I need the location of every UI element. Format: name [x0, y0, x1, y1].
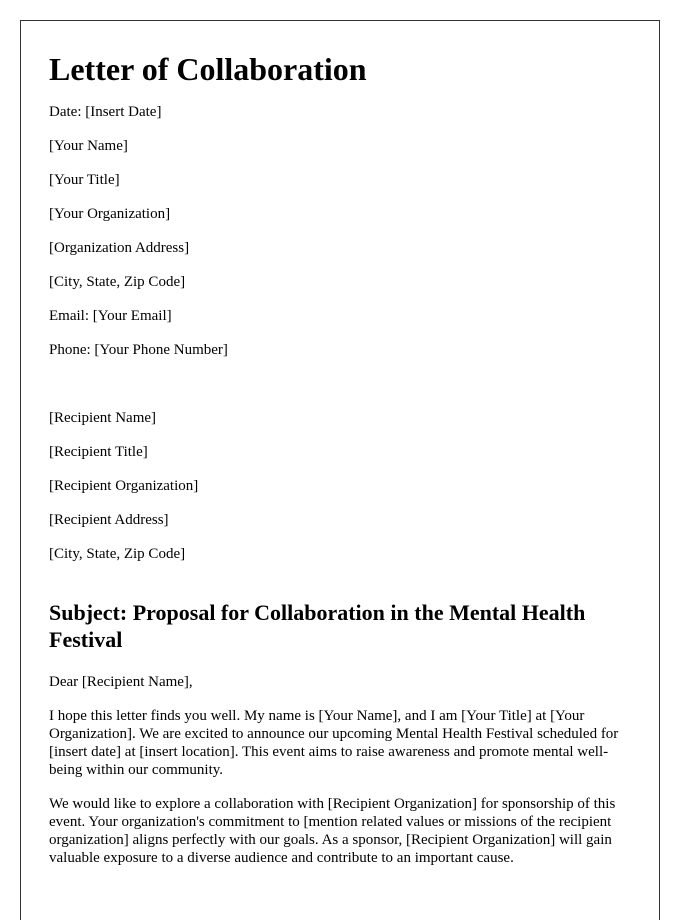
sender-address: [Organization Address]: [49, 240, 190, 256]
body-paragraph-1: I hope this letter finds you well. My name is [Your Name], and I am [Your Title] at [Your Organization]. We are excited to announce our upcoming Mental Health Festival scheduled for [insert date] at [insert location]. This event aims to raise awareness and promote mental well-being within our community.: [49, 708, 619, 778]
letter-page: [20, 20, 660, 920]
date-line: Date: [Insert Date]: [49, 104, 162, 120]
recipient-block: [49, 409, 631, 563]
body-paragraph-2: We would like to explore a collaboration with [Recipient Organization] for sponsorship of this event. Your organization's commitment to [mention related values or missions of the recipient organization] aligns perfectly with our goals. As a sponsor, [Recipient Organization] will gain valuable exposure to a diverse audience and contribute to an important cause.: [49, 796, 616, 866]
sender-organization: [Your Organization]: [49, 206, 171, 222]
recipient-name: [Recipient Name]: [49, 410, 157, 426]
sender-name: [Your Name]: [49, 138, 128, 154]
recipient-city-state-zip: [City, State, Zip Code]: [49, 546, 186, 562]
subject-heading: Subject: Proposal for Collaboration in the Mental Health Festival: [49, 600, 586, 652]
sender-email: Email: [Your Email]: [49, 308, 172, 324]
letter-title: Letter of Collaboration: [49, 51, 367, 87]
sender-block: [49, 103, 631, 359]
salutation: Dear [Recipient Name],: [49, 674, 193, 690]
recipient-organization: [Recipient Organization]: [49, 478, 199, 494]
recipient-address: [Recipient Address]: [49, 512, 169, 528]
recipient-title: [Recipient Title]: [49, 444, 148, 460]
sender-title: [Your Title]: [49, 172, 120, 188]
sender-phone: Phone: [Your Phone Number]: [49, 342, 228, 358]
subject-block: [49, 599, 631, 653]
sender-city-state-zip: [City, State, Zip Code]: [49, 274, 186, 290]
block-spacer: [49, 375, 631, 409]
